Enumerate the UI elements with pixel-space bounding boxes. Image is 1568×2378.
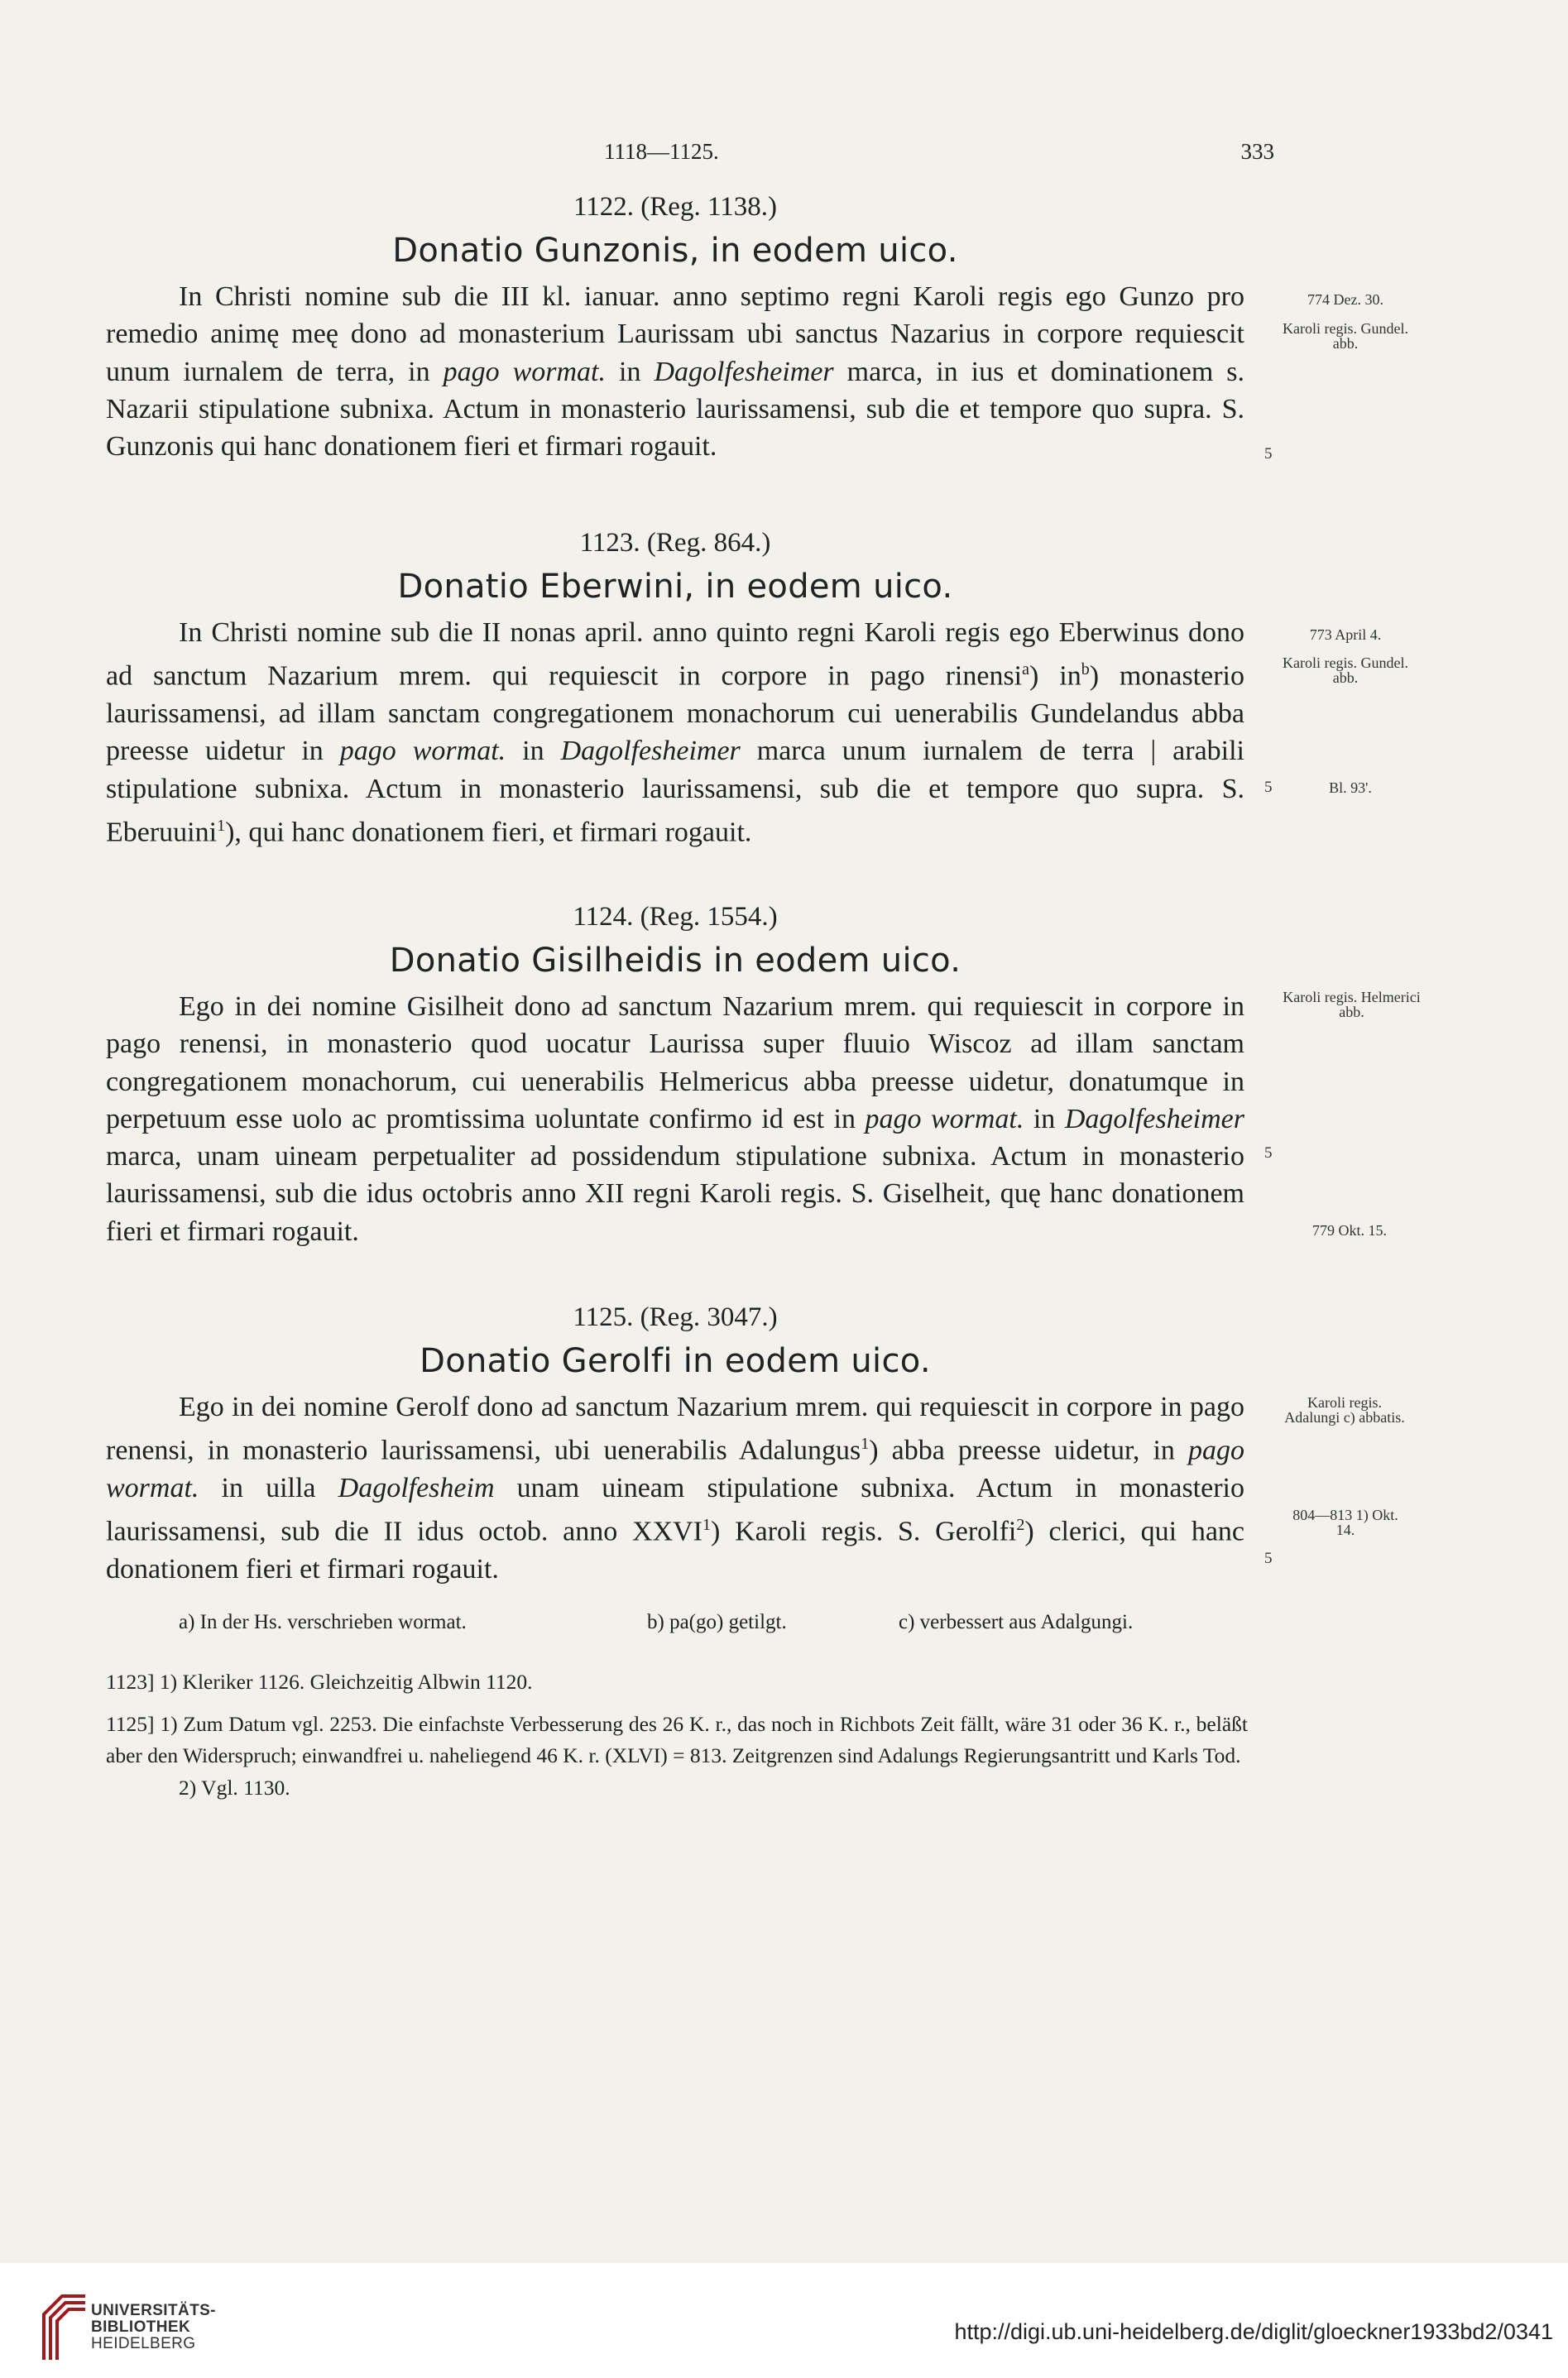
library-name-line: BIBLIOTHEK	[91, 2318, 191, 2336]
library-footer	[0, 2263, 1568, 2378]
library-name-line: HEIDELBERG	[91, 2335, 196, 2352]
margin-date: 773 April 4.	[1309, 626, 1382, 643]
apparatus-text: In der Hs. verschrieben wormat.	[199, 1611, 467, 1633]
entry-text: In Christi nomine sub die II nonas april. anno quinto regni Karoli regis ego Eberwinus dono ad sanctum Nazarium mrem. qui requiescit in corpore in pago rinensi$^a$) $in^b$) monasterio laurissamensi, ad illam sanctam congregationem monachorum cui uenerabilis Gundelandus abba preesse uidetur in pago wormat. in Dagolfesheimer marca unum iurnalem de terra | arabili stipulatione subnixa. Actum in monasterio laurissamensi, sub die et tempore quo supra. S. Eberuuini$^1$), qui hanc donationem fieri, et firmari rogauit.	[106, 617, 1245, 848]
commentary-note: 1123] 1) Kleriker 1126. Gleichzeitig Albwin 1120.	[106, 1670, 533, 1694]
margin-ruler: Karoli regis. Adalungi c) abbatis.	[1284, 1394, 1405, 1426]
apparatus-note	[899, 1607, 1133, 1638]
apparatus-text: verbessert aus Adalgungi.	[919, 1611, 1134, 1633]
commentary-note: 2) Vgl. 1130.	[179, 1775, 290, 1800]
library-name-line: UNIVERSITÄTS-	[91, 2302, 216, 2319]
margin-ruler: Karoli regis. Gundel. abb.	[1283, 320, 1408, 352]
apparatus-mark: b)	[647, 1611, 664, 1633]
entry-number: 1122. (Reg. 1138.)	[573, 192, 777, 222]
library-name	[91, 2303, 216, 2352]
commentary-notes	[106, 1666, 1248, 1804]
entry-text: Ego in dei nomine Gisilheit dono ad sanctum Nazarium mrem. qui requiescit in corpore in pago renensi, in monasterio quod uocatur Laurissa super fluuio Wiscoz ad illam sanctam congregationem monachorum, cui uenerabilis Helmericus abba preesse uidetur, donatumque in perpetuum esse uolo ac promtissima uoluntate confirmo id est in pago wormat. in Dagolfesheimer marca, unam uineam perpetualiter ad possidendum stipulatione subnixa. Actum in monasterio laurissamensi, sub die idus octobris anno XII regni Karoli regis. S. Giselheit, quę hanc donationem fieri et firmari rogauit.	[106, 991, 1244, 1247]
apparatus-note	[647, 1607, 787, 1638]
apparatus-mark: a)	[179, 1611, 195, 1633]
entry-title: Donatio Gerolfi in eodem uico.	[420, 1342, 931, 1380]
entry-title: Donatio Gunzonis, in eodem uico.	[392, 232, 958, 270]
charter-entry	[106, 187, 1244, 465]
library-logo-icon	[37, 2281, 95, 2364]
line-number: 5	[1264, 445, 1273, 463]
charter-entry	[106, 523, 1244, 851]
running-head-range: 1118—1125.	[604, 139, 719, 164]
margin-date: 774 Dez. 30.	[1307, 291, 1383, 308]
page-number: 333	[1240, 139, 1274, 164]
entry-text: Ego in dei nomine Gerolf dono ad sanctum Nazarium mrem. qui requiescit in corpore in pago renensi, in monasterio laurissamensi, ubi uenerabilis Adalungus$^1$) abba preesse uidetur, in pago wormat. in uilla Dagolfesheim unam uineam stipulatione subnixa. Actum in monasterio laurissamensi, sub die II idus octob. anno XXVI$^1$) Karoli regis. S. Gerolfi$^2$) clerici, qui hanc donationem fieri et firmari rogauit.	[106, 1392, 1244, 1585]
margin-ruler: Karoli regis. Gundel. abb.	[1283, 654, 1408, 686]
margin-date: 779 Okt. 15.	[1312, 1222, 1387, 1239]
apparatus-note	[179, 1607, 467, 1638]
margin-folio: Bl. 93'.	[1329, 779, 1372, 796]
line-number: 5	[1264, 1550, 1273, 1567]
entry-number: 1124. (Reg. 1554.)	[573, 902, 778, 932]
commentary-note: 1125] 1) Zum Datum vgl. 2253. Die einfachste Verbesserung des 26 K. r., das noch in Richbots Zeit fällt, wäre 31 oder 36 K. r., beläßt aber den Widerspruch; einwandfrei u. naheliegend 46 K. r. (XLVI) = 813. Zeitgrenzen sind Adalungs Regierungsantritt und Karls Tod.	[106, 1711, 1248, 1767]
entry-number: 1125. (Reg. 3047.)	[573, 1302, 778, 1332]
charter-entry	[106, 897, 1244, 1250]
line-number: 5	[1264, 1144, 1273, 1162]
margin-date: 804—813 1) Okt. 14.	[1292, 1507, 1398, 1538]
apparatus-text: pa(go) getilgt.	[669, 1611, 787, 1633]
line-number: 5	[1264, 779, 1273, 796]
margin-ruler: Karoli regis. Helmerici abb.	[1283, 989, 1421, 1020]
entry-number: 1123. (Reg. 864.)	[579, 528, 771, 558]
apparatus-mark: c)	[899, 1611, 915, 1633]
permalink[interactable]: http://digi.ub.uni-heidelberg.de/diglit/gloeckner1933bd2/0341	[954, 2319, 1553, 2344]
entry-text: In Christi nomine sub die III kl. ianuar. anno septimo regni Karoli regis ego Gunzo pro remedio animę meę dono ad monasterium Laurissam ubi sanctus Nazarius in corpore requiescit unum iurnalem de terra, in pago wormat. in Dagolfesheimer marca, in ius et dominationem s. Nazarii stipulatione subnixa. Actum in monasterio laurissamensi, sub die et tempore quo supra. S. Gunzonis qui hanc donationem fieri et firmari rogauit.	[106, 281, 1244, 463]
entry-title: Donatio Eberwini, in eodem uico.	[397, 568, 953, 606]
charter-entry	[106, 1297, 1244, 1588]
entry-title: Donatio Gisilheidis in eodem uico.	[389, 942, 961, 980]
